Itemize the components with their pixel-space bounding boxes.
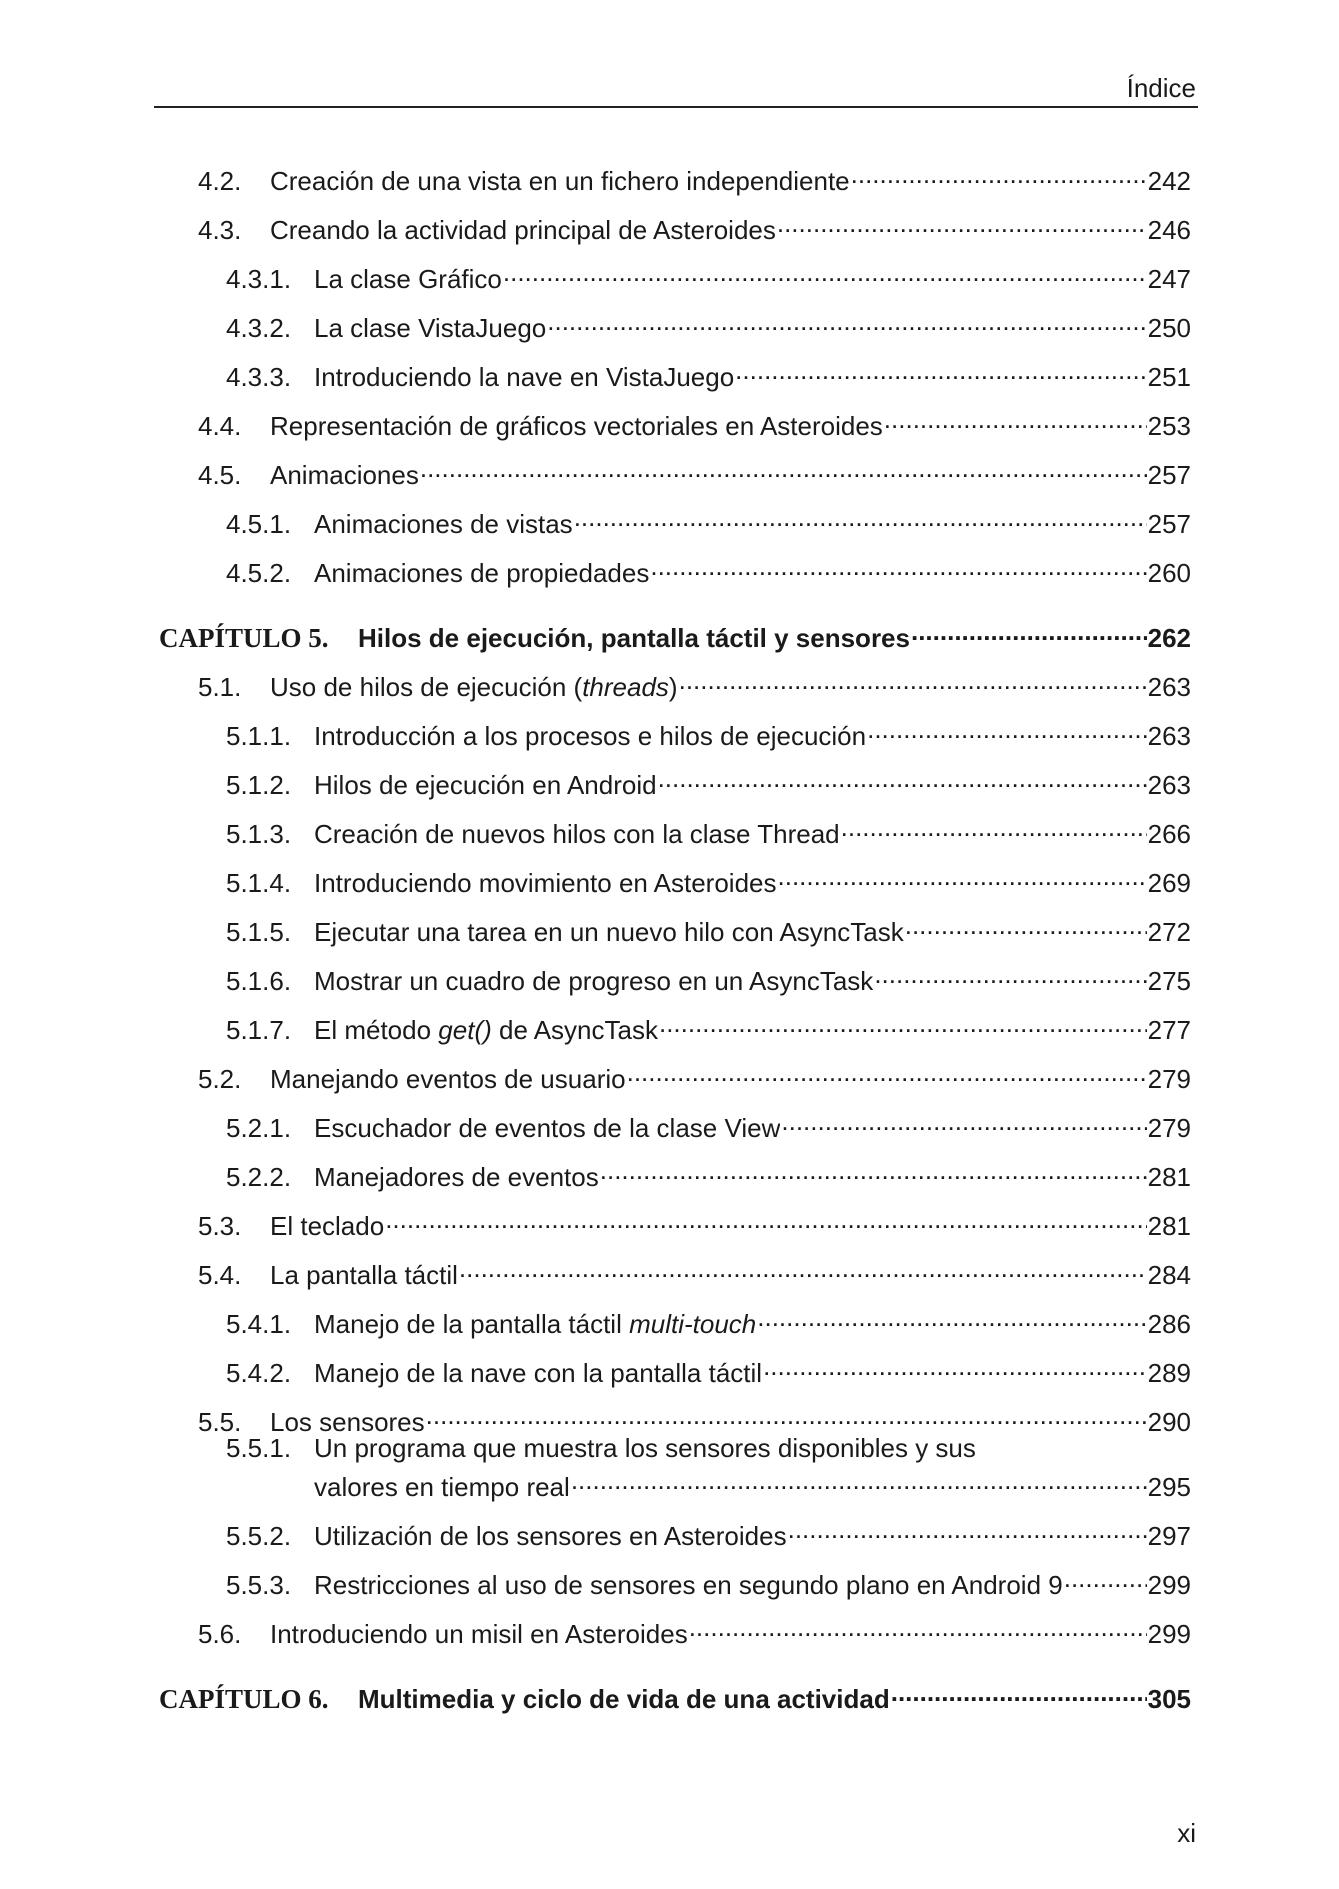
toc-entry[interactable]: [226, 860, 1191, 899]
dot-leader: [503, 256, 1147, 288]
toc-entry-title: Introducción a los procesos e hilos de ejecución: [314, 721, 867, 751]
dot-leader: [867, 713, 1147, 745]
toc-entry-title: Manejadores de eventos: [314, 1162, 599, 1192]
toc-entry-title: Creación de una vista en un fichero independiente: [270, 166, 850, 196]
toc-entry-title: Uso de hilos de ejecución (threads): [270, 672, 678, 702]
dot-leader: [841, 811, 1147, 843]
dot-leader: [891, 1676, 1147, 1708]
toc-entry-number: 4.5.1.: [226, 509, 292, 539]
toc-entry-number: CAPÍTULO 6.: [159, 1684, 329, 1714]
dot-leader: [426, 1399, 1147, 1431]
toc-entry[interactable]: [226, 1562, 1191, 1601]
toc-entry-number: 5.1.3.: [226, 819, 292, 849]
toc-entry-number: 5.5.: [198, 1407, 242, 1437]
toc-entry-page: 242: [1147, 166, 1191, 196]
toc-entry-number: 5.1.2.: [226, 770, 292, 800]
toc-entry-title: Restricciones al uso de sensores en segundo plano en Android 9: [314, 1570, 1063, 1600]
toc-entry-number: 5.4.2.: [226, 1358, 292, 1388]
toc-entry[interactable]: [226, 501, 1191, 540]
toc-entry-number: 4.5.: [198, 460, 242, 490]
running-header: [154, 70, 1198, 108]
page-number: xi: [1177, 1818, 1196, 1848]
toc-entry-title-italic: get(): [438, 1015, 492, 1045]
toc-entry[interactable]: [198, 452, 1191, 491]
toc-entry-title: Creación de nuevos hilos con la clase Thread: [314, 819, 840, 849]
toc-entry-number: 5.4.1.: [226, 1309, 292, 1339]
toc-entry-page: 266: [1147, 819, 1191, 849]
toc-entry-page: 269: [1147, 868, 1191, 898]
toc-entry-number: 5.5.3.: [226, 1570, 292, 1600]
toc-entry-page: 290: [1147, 1407, 1191, 1437]
dot-leader: [851, 158, 1147, 190]
toc-entry-title: Multimedia y ciclo de vida de una actividad: [358, 1684, 890, 1714]
dot-leader: [905, 909, 1147, 941]
dot-leader: [884, 403, 1147, 435]
toc-entry[interactable]: [226, 958, 1191, 997]
toc-entry-title: Introduciendo movimiento en Asteroides: [314, 868, 777, 898]
dot-leader: [420, 452, 1147, 484]
toc-entry-number: 4.3.1.: [226, 264, 292, 294]
dot-leader: [571, 1464, 1147, 1496]
toc-entry[interactable]: [226, 1464, 1191, 1503]
toc-entry-title: Hilos de ejecución, pantalla táctil y sensores: [358, 623, 910, 653]
toc-entry-page: 295: [1147, 1472, 1191, 1502]
toc-entry-page: 281: [1147, 1162, 1191, 1192]
toc-entry[interactable]: [226, 762, 1191, 801]
toc-entry-title: La clase VistaJuego: [314, 313, 547, 343]
toc-entry-page: 262: [1147, 623, 1191, 653]
toc-entry-number: 5.1.6.: [226, 966, 292, 996]
toc-entry-title: Hilos de ejecución en Android: [314, 770, 657, 800]
toc-entry[interactable]: [226, 1513, 1191, 1552]
toc-entry-page: 299: [1147, 1619, 1191, 1649]
toc-entry[interactable]: [226, 305, 1191, 344]
toc-entry-number: 5.2.2.: [226, 1162, 292, 1192]
toc-entry-title: valores en tiempo real: [314, 1472, 570, 1502]
toc-entry-number: 5.1.1.: [226, 721, 292, 751]
toc-entry[interactable]: [226, 1007, 1191, 1046]
toc-entry-title: Animaciones: [270, 460, 419, 490]
toc-entry[interactable]: [198, 1056, 1191, 1095]
dot-leader: [788, 1513, 1147, 1545]
toc-entry-title: Utilización de los sensores en Asteroides: [314, 1521, 787, 1551]
dot-leader: [1064, 1562, 1147, 1594]
toc-entry-number: 5.2.: [198, 1064, 242, 1094]
dot-leader: [659, 1007, 1147, 1039]
toc-entry-number: 5.1.4.: [226, 868, 292, 898]
dot-leader: [385, 1203, 1146, 1235]
dot-leader: [778, 860, 1147, 892]
toc-entry-title: El teclado: [270, 1211, 385, 1241]
toc-entry-number: 4.3.: [198, 215, 242, 245]
toc-entry[interactable]: [226, 550, 1191, 589]
toc-entry-page: 286: [1147, 1309, 1191, 1339]
toc-entry-number: 5.4.: [198, 1260, 242, 1290]
toc-chapter-entry[interactable]: [159, 1676, 1191, 1715]
dot-leader: [658, 762, 1147, 794]
toc-entry-title: Ejecutar una tarea en un nuevo hilo con AsyncTask: [314, 917, 904, 947]
toc-entry[interactable]: [226, 713, 1191, 752]
toc-entry-number: 4.3.2.: [226, 313, 292, 343]
toc-entry-title: El método get() de AsyncTask: [314, 1015, 658, 1045]
toc-entry-number: 5.5.1.: [226, 1433, 292, 1463]
toc-entry-number: 4.2.: [198, 166, 242, 196]
toc-entry-page: 263: [1147, 770, 1191, 800]
toc-entry[interactable]: [226, 909, 1191, 948]
toc-entry[interactable]: [226, 811, 1191, 850]
toc-entry-line: [226, 1432, 976, 1464]
toc-entry-title: Representación de gráficos vectoriales en Asteroides: [270, 411, 883, 441]
header-title: Índice: [1126, 73, 1196, 103]
toc-entry-number: 4.5.2.: [226, 558, 292, 588]
dot-leader: [735, 354, 1146, 386]
toc-entry-number: 5.1.7.: [226, 1015, 292, 1045]
toc-entry[interactable]: [226, 354, 1191, 393]
dot-leader: [650, 550, 1146, 582]
toc-entry[interactable]: [198, 664, 1191, 703]
dot-leader: [679, 664, 1147, 696]
toc-entry-number: 5.5.2.: [226, 1521, 292, 1551]
toc-entry-page: 250: [1147, 313, 1191, 343]
dot-leader: [459, 1252, 1147, 1284]
toc-entry-page: 284: [1147, 1260, 1191, 1290]
toc-entry-page: 281: [1147, 1211, 1191, 1241]
toc-entry-number: 4.3.3.: [226, 362, 292, 392]
toc-entry-page: 297: [1147, 1521, 1191, 1551]
toc-entry-title-italic: multi-touch: [629, 1309, 757, 1339]
dot-leader: [547, 305, 1146, 337]
dot-leader: [763, 1350, 1147, 1382]
toc-entry-page: 246: [1147, 215, 1191, 245]
toc-entry-page: 251: [1147, 362, 1191, 392]
toc-entry[interactable]: [198, 1252, 1191, 1291]
toc-entry-number: 5.3.: [198, 1211, 242, 1241]
toc-entry-page: 263: [1147, 721, 1191, 751]
toc-entry-page: 299: [1147, 1570, 1191, 1600]
toc-entry-page: 257: [1147, 460, 1191, 490]
toc-entry-title-italic: threads: [582, 672, 669, 702]
dot-leader: [781, 1105, 1146, 1137]
toc-entry[interactable]: [226, 1154, 1191, 1193]
toc-entry-number: 5.2.1.: [226, 1113, 292, 1143]
toc-entry-title: La clase Gráfico: [314, 264, 502, 294]
toc-entry-number: 5.6.: [198, 1619, 242, 1649]
toc-entry[interactable]: [198, 1203, 1191, 1242]
toc-entry[interactable]: [198, 403, 1191, 442]
toc-chapter-entry[interactable]: [159, 615, 1191, 654]
toc-entry-page: 260: [1147, 558, 1191, 588]
toc-entry[interactable]: [226, 1105, 1191, 1144]
toc-entry[interactable]: [226, 256, 1191, 295]
toc-entry[interactable]: [226, 1301, 1191, 1340]
toc-entry-page: 257: [1147, 509, 1191, 539]
toc-entry-title: Escuchador de eventos de la clase View: [314, 1113, 781, 1143]
toc-entry-page: 279: [1147, 1113, 1191, 1143]
dot-leader: [777, 207, 1147, 239]
toc-entry-number: 5.1.: [198, 672, 242, 702]
dot-leader: [600, 1154, 1147, 1186]
toc-entry-title: Mostrar un cuadro de progreso en un AsyncTask: [314, 966, 874, 996]
toc-entry-title: La pantalla táctil: [270, 1260, 458, 1290]
toc-entry-page: 289: [1147, 1358, 1191, 1388]
toc-entry-page: 279: [1147, 1064, 1191, 1094]
toc-entry-title: Introduciendo la nave en VistaJuego: [314, 362, 735, 392]
dot-leader: [874, 958, 1146, 990]
dot-leader: [911, 615, 1147, 647]
toc-entry[interactable]: [198, 207, 1191, 246]
toc-entry-title: Animaciones de propiedades: [314, 558, 650, 588]
toc-entry-page: 305: [1147, 1684, 1191, 1714]
toc-entry-title: Creando la actividad principal de Asteroides: [270, 215, 776, 245]
toc-entry-page: 277: [1147, 1015, 1191, 1045]
toc-entry-page: 275: [1147, 966, 1191, 996]
toc-entry-page: 272: [1147, 917, 1191, 947]
toc-entry-number: 4.4.: [198, 411, 242, 441]
toc-entry-page: 247: [1147, 264, 1191, 294]
toc-entry[interactable]: [198, 158, 1191, 197]
dot-leader: [689, 1611, 1147, 1643]
dot-leader: [574, 501, 1147, 533]
toc-entry-title: Los sensores: [270, 1407, 425, 1437]
toc-entry-number: 5.1.5.: [226, 917, 292, 947]
toc-entry[interactable]: [198, 1611, 1191, 1650]
toc-entry-title: Animaciones de vistas: [314, 509, 573, 539]
dot-leader: [757, 1301, 1146, 1333]
toc-entry-number: CAPÍTULO 5.: [159, 623, 329, 653]
toc-entry-page: 253: [1147, 411, 1191, 441]
toc-entry-title: Manejo de la pantalla táctil multi-touch: [314, 1309, 757, 1339]
toc-entry-page: 263: [1147, 672, 1191, 702]
toc-entry[interactable]: [226, 1350, 1191, 1389]
toc-entry-title: Manejando eventos de usuario: [270, 1064, 626, 1094]
toc-entry-title: Introduciendo un misil en Asteroides: [270, 1619, 688, 1649]
toc-entry-title: Un programa que muestra los sensores disponibles y sus: [314, 1433, 976, 1463]
dot-leader: [627, 1056, 1147, 1088]
toc-entry-title: Manejo de la nave con la pantalla táctil: [314, 1358, 763, 1388]
